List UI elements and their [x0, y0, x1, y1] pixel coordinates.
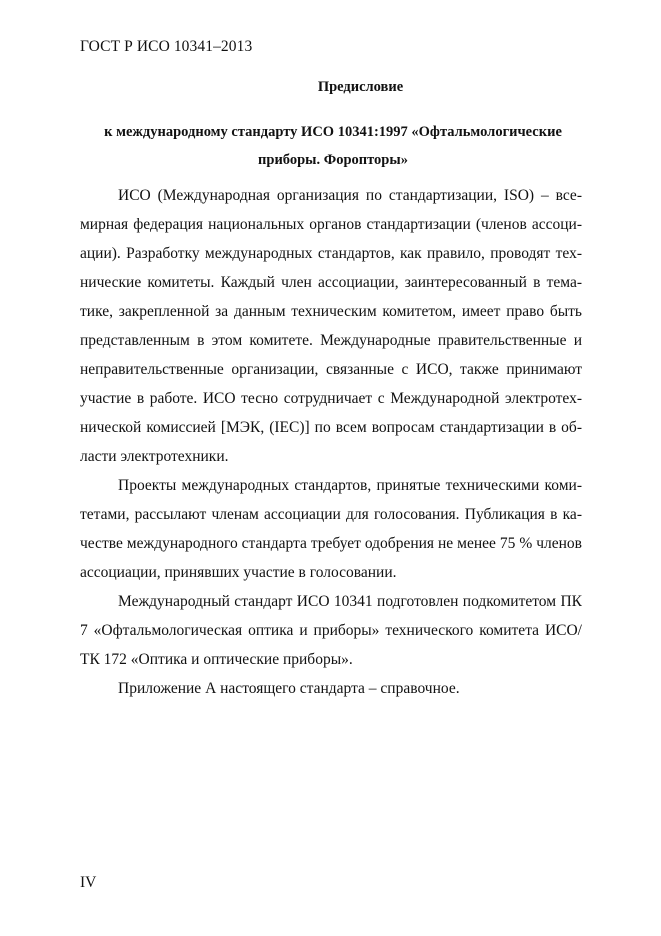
page-subtitle: к международному стандарту ИСО 10341:1997 «Офтальмологические приборы. Форопторы» — [104, 124, 562, 168]
page-number: IV — [80, 874, 97, 891]
document-header: ГОСТ Р ИСО 10341–2013 — [80, 38, 253, 55]
paragraph-3: Международный стандарт ИСО 10341 подготовлен подкомитетом ПК 7 «Офтальмологическая оптика и приборы» технического комитета ИСО/ТК 172 «Оптика и оптические приборы». — [80, 593, 582, 668]
paragraph-1: ИСО (Международная организация по стандартизации, ISO) – всемирная федерация национальных органов стандартизации (членов ассоциации). Разработку международных стандартов, как правило, проводят технические комитеты. Каждый член ассоциации, заинтересованный в тематике, закрепленной за данным техническим комитетом, имеет право быть представленным в этом комитете. Международные правительственные и неправительственные организации, связанные с ИСО, также принимают участие в работе. ИСО тесно сотрудничает с Международной электротехнической комиссией [МЭК, (IEC)] по всем вопросам стандартизации в области электротехники. — [80, 187, 582, 465]
page-title: Предисловие — [317, 79, 404, 95]
paragraph-2: Проекты международных стандартов, принятые техническими комитетами, рассылают членам ассоциации для голосования. Публикация в качестве международного стандарта требует одобрения не менее 75 % членов ассоциации, принявших участие в голосовании. — [80, 477, 582, 581]
paragraph-4: Приложение А настоящего стандарта – справочное. — [118, 680, 460, 697]
document-body — [80, 181, 582, 703]
